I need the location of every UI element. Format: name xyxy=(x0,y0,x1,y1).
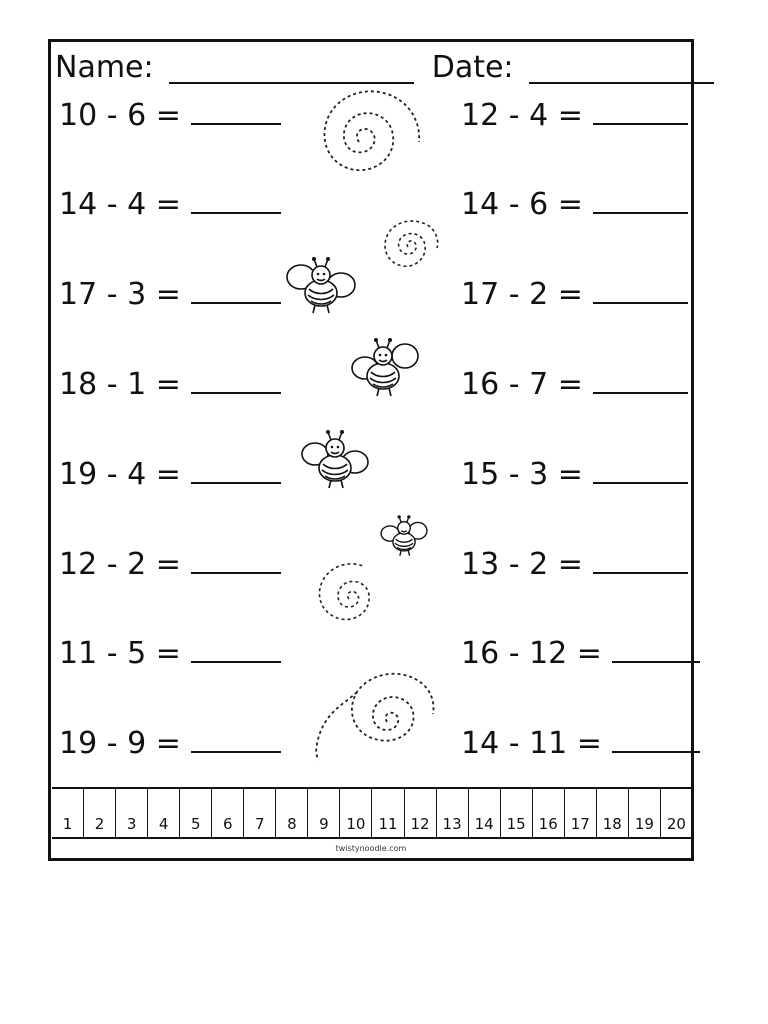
problem-text: 16 - 12 = xyxy=(461,636,602,671)
answer-blank[interactable] xyxy=(191,97,281,125)
problem-right-7 xyxy=(461,635,700,672)
number-line-cell: 11 xyxy=(372,789,404,837)
problem-text: 14 - 11 = xyxy=(461,726,602,761)
problem-right-4 xyxy=(461,366,688,403)
bee-icon xyxy=(349,336,421,402)
problem-text: 12 - 2 = xyxy=(59,547,181,582)
spiral-icon xyxy=(309,660,439,760)
problem-text: 15 - 3 = xyxy=(461,457,583,492)
answer-blank[interactable] xyxy=(593,186,688,214)
spiral-icon xyxy=(373,212,443,282)
date-field[interactable] xyxy=(529,52,714,84)
number-line-cell: 13 xyxy=(437,789,469,837)
date-label: Date: xyxy=(431,50,514,85)
answer-blank[interactable] xyxy=(612,725,700,753)
spiral-icon xyxy=(309,82,439,202)
problem-right-8 xyxy=(461,725,700,762)
number-line-cell: 6 xyxy=(212,789,244,837)
answer-blank[interactable] xyxy=(593,276,688,304)
problem-text: 19 - 4 = xyxy=(59,457,181,492)
problem-text: 19 - 9 = xyxy=(59,726,181,761)
problem-text: 14 - 6 = xyxy=(461,187,583,222)
number-line-cell: 19 xyxy=(629,789,661,837)
problem-left-6 xyxy=(59,546,281,583)
answer-blank[interactable] xyxy=(191,635,281,663)
problem-left-2 xyxy=(59,186,281,223)
number-line-cell: 7 xyxy=(244,789,276,837)
answer-blank[interactable] xyxy=(191,276,281,304)
number-line-cell: 3 xyxy=(116,789,148,837)
answer-blank[interactable] xyxy=(593,456,688,484)
number-line-cell: 2 xyxy=(84,789,116,837)
problem-right-6 xyxy=(461,546,688,583)
problem-right-2 xyxy=(461,186,688,223)
problem-text: 11 - 5 = xyxy=(59,636,181,671)
answer-blank[interactable] xyxy=(191,366,281,394)
problem-left-3 xyxy=(59,276,281,313)
problem-left-5 xyxy=(59,456,281,493)
name-field[interactable] xyxy=(169,52,414,84)
answer-blank[interactable] xyxy=(593,97,688,125)
answer-blank[interactable] xyxy=(191,186,281,214)
bee-icon xyxy=(379,514,429,560)
problem-text: 16 - 7 = xyxy=(461,367,583,402)
problem-right-5 xyxy=(461,456,688,493)
problem-text: 17 - 3 = xyxy=(59,277,181,312)
worksheet xyxy=(48,39,694,861)
number-line-cell: 15 xyxy=(501,789,533,837)
problem-text: 18 - 1 = xyxy=(59,367,181,402)
number-line-cell: 10 xyxy=(340,789,372,837)
problem-right-1 xyxy=(461,97,688,134)
problem-text: 12 - 4 = xyxy=(461,98,583,133)
answer-blank[interactable] xyxy=(593,366,688,394)
problem-text: 14 - 4 = xyxy=(59,187,181,222)
problem-text: 17 - 2 = xyxy=(461,277,583,312)
number-line-cell: 17 xyxy=(565,789,597,837)
number-line-cell: 8 xyxy=(276,789,308,837)
bee-icon xyxy=(283,255,359,321)
bee-icon xyxy=(299,428,371,494)
problem-text: 10 - 6 = xyxy=(59,98,181,133)
problem-right-3 xyxy=(461,276,688,313)
name-label: Name: xyxy=(55,50,154,85)
number-line-cell: 9 xyxy=(308,789,340,837)
number-line-cell: 12 xyxy=(405,789,437,837)
spiral-icon xyxy=(307,554,387,644)
number-line-cell: 14 xyxy=(469,789,501,837)
number-line-cell: 16 xyxy=(533,789,565,837)
number-line xyxy=(52,787,692,839)
problem-left-1 xyxy=(59,97,281,134)
answer-blank[interactable] xyxy=(191,725,281,753)
site-credit: twistynoodle.com xyxy=(335,844,407,853)
problem-left-7 xyxy=(59,635,281,672)
number-line-cell: 4 xyxy=(148,789,180,837)
number-line-cell: 18 xyxy=(597,789,629,837)
problem-left-8 xyxy=(59,725,281,762)
answer-blank[interactable] xyxy=(191,546,281,574)
number-line-cell: 5 xyxy=(180,789,212,837)
answer-blank[interactable] xyxy=(612,635,700,663)
number-line-cell: 20 xyxy=(666,815,686,833)
problem-left-4 xyxy=(59,366,281,403)
answer-blank[interactable] xyxy=(593,546,688,574)
problem-text: 13 - 2 = xyxy=(461,547,583,582)
answer-blank[interactable] xyxy=(191,456,281,484)
number-line-cell: 1 xyxy=(52,789,84,837)
